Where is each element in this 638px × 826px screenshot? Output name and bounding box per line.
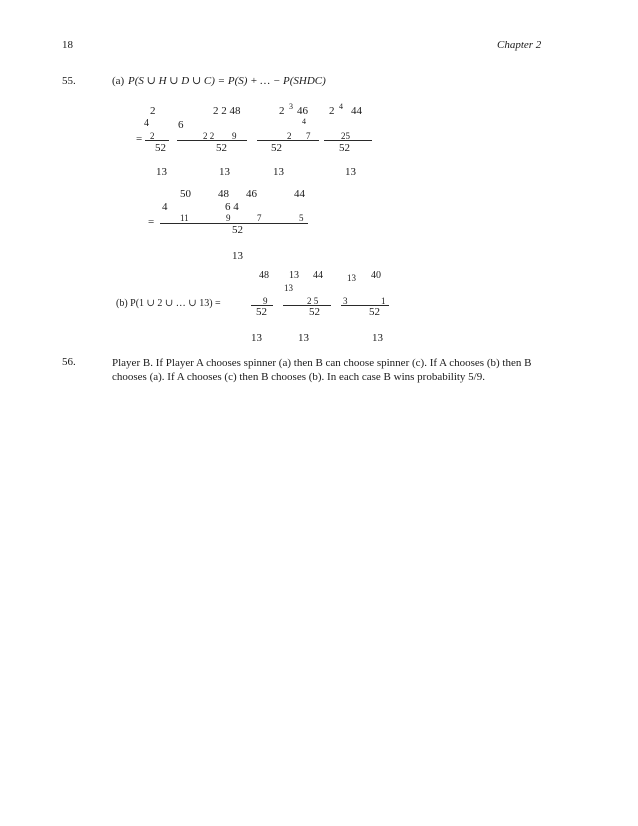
eq1-term: 7 xyxy=(306,131,311,141)
part-b-denominator: 52 xyxy=(256,306,267,318)
part-b-term: 13 xyxy=(298,332,309,344)
eq1-numerator-term: 2 xyxy=(279,105,285,117)
part-b-term: 13 xyxy=(347,273,356,283)
problem-56-text: Player B. If Player A chooses spinner (a) then B can choose spinner (c). If A chooses (b) then B chooses (a). If A chooses (c) then B chooses (b). In each case B wins probability 5/9. xyxy=(112,357,532,383)
eq1-term: 9 xyxy=(232,131,237,141)
page-number: 18 xyxy=(62,39,73,51)
eq2-term: 50 xyxy=(180,188,191,200)
eq1-numerator-term: 44 xyxy=(351,105,362,117)
eq2-term: 44 xyxy=(294,188,305,200)
part-b-term: 1 xyxy=(381,296,386,306)
part-b-term: 2 5 xyxy=(307,296,319,306)
eq1-term: 13 xyxy=(345,166,356,178)
eq2-term: 13 xyxy=(232,250,243,262)
eq2-term: 9 xyxy=(226,213,231,223)
part-b-fraction-bar xyxy=(283,305,331,306)
eq1-denominator: 52 xyxy=(155,142,166,154)
part-b-term: 13 xyxy=(372,332,383,344)
eq1-term: 2 xyxy=(150,131,155,141)
eq1-denominator: 52 xyxy=(216,142,227,154)
eq2-term: 7 xyxy=(257,213,262,223)
eq1-superscript: 3 xyxy=(289,102,293,111)
part-b-term: 40 xyxy=(371,270,381,281)
part-b-term: 48 xyxy=(259,270,269,281)
part-a-formula: P(S ∪ H ∪ D ∪ C) = P(S) + … − P(SHDC) xyxy=(128,75,326,87)
chapter-title: Chapter 2 xyxy=(497,39,542,51)
part-b-term: 13 xyxy=(284,283,293,293)
part-b-term: 13 xyxy=(289,270,299,281)
eq1-term: 2 2 xyxy=(203,131,215,141)
eq1-numerator-term: 2 xyxy=(150,105,156,117)
eq2-term: 48 xyxy=(218,188,229,200)
eq2-term: 6 4 xyxy=(225,201,239,213)
eq2-term: 4 xyxy=(162,201,168,213)
eq1-equals: = xyxy=(136,133,143,145)
eq2-term: 11 xyxy=(180,213,189,223)
eq1-numerator-term: 2 2 48 xyxy=(213,105,241,117)
part-b-term: 44 xyxy=(313,270,323,281)
eq2-equals: = xyxy=(148,216,155,228)
eq1-term: 13 xyxy=(219,166,230,178)
eq1-fraction-bar xyxy=(324,140,372,141)
part-b-term: 3 xyxy=(343,296,348,306)
eq1-term: 6 xyxy=(178,119,184,131)
problem-number-55: 55. xyxy=(62,75,76,87)
part-a-label: (a) xyxy=(112,75,125,87)
part-b-label: (b) P(1 ∪ 2 ∪ … ∪ 13) = xyxy=(116,298,221,309)
eq1-numerator-term: 46 xyxy=(297,105,308,117)
eq2-denominator: 52 xyxy=(232,224,243,236)
eq2-term: 46 xyxy=(246,188,257,200)
eq1-term: 4 xyxy=(144,118,149,129)
part-b-denominator: 52 xyxy=(309,306,320,318)
part-b-term: 13 xyxy=(251,332,262,344)
eq1-fraction-bar xyxy=(177,140,247,141)
eq1-fraction-bar xyxy=(145,140,169,141)
eq1-term: 13 xyxy=(273,166,284,178)
eq1-fraction-bar xyxy=(257,140,319,141)
part-b-fraction-bar xyxy=(341,305,389,306)
eq2-term: 5 xyxy=(299,213,304,223)
eq1-denominator: 52 xyxy=(271,142,282,154)
eq1-numerator-term: 2 xyxy=(329,105,335,117)
eq1-term: 25 xyxy=(341,131,350,141)
problem-number-56: 56. xyxy=(62,356,76,368)
eq1-superscript: 4 xyxy=(339,102,343,111)
part-b-term: 9 xyxy=(263,296,268,306)
part-b-denominator: 52 xyxy=(369,306,380,318)
eq1-term: 4 xyxy=(302,117,306,126)
eq1-term: 2 xyxy=(287,131,292,141)
eq1-denominator: 52 xyxy=(339,142,350,154)
eq1-term: 13 xyxy=(156,166,167,178)
